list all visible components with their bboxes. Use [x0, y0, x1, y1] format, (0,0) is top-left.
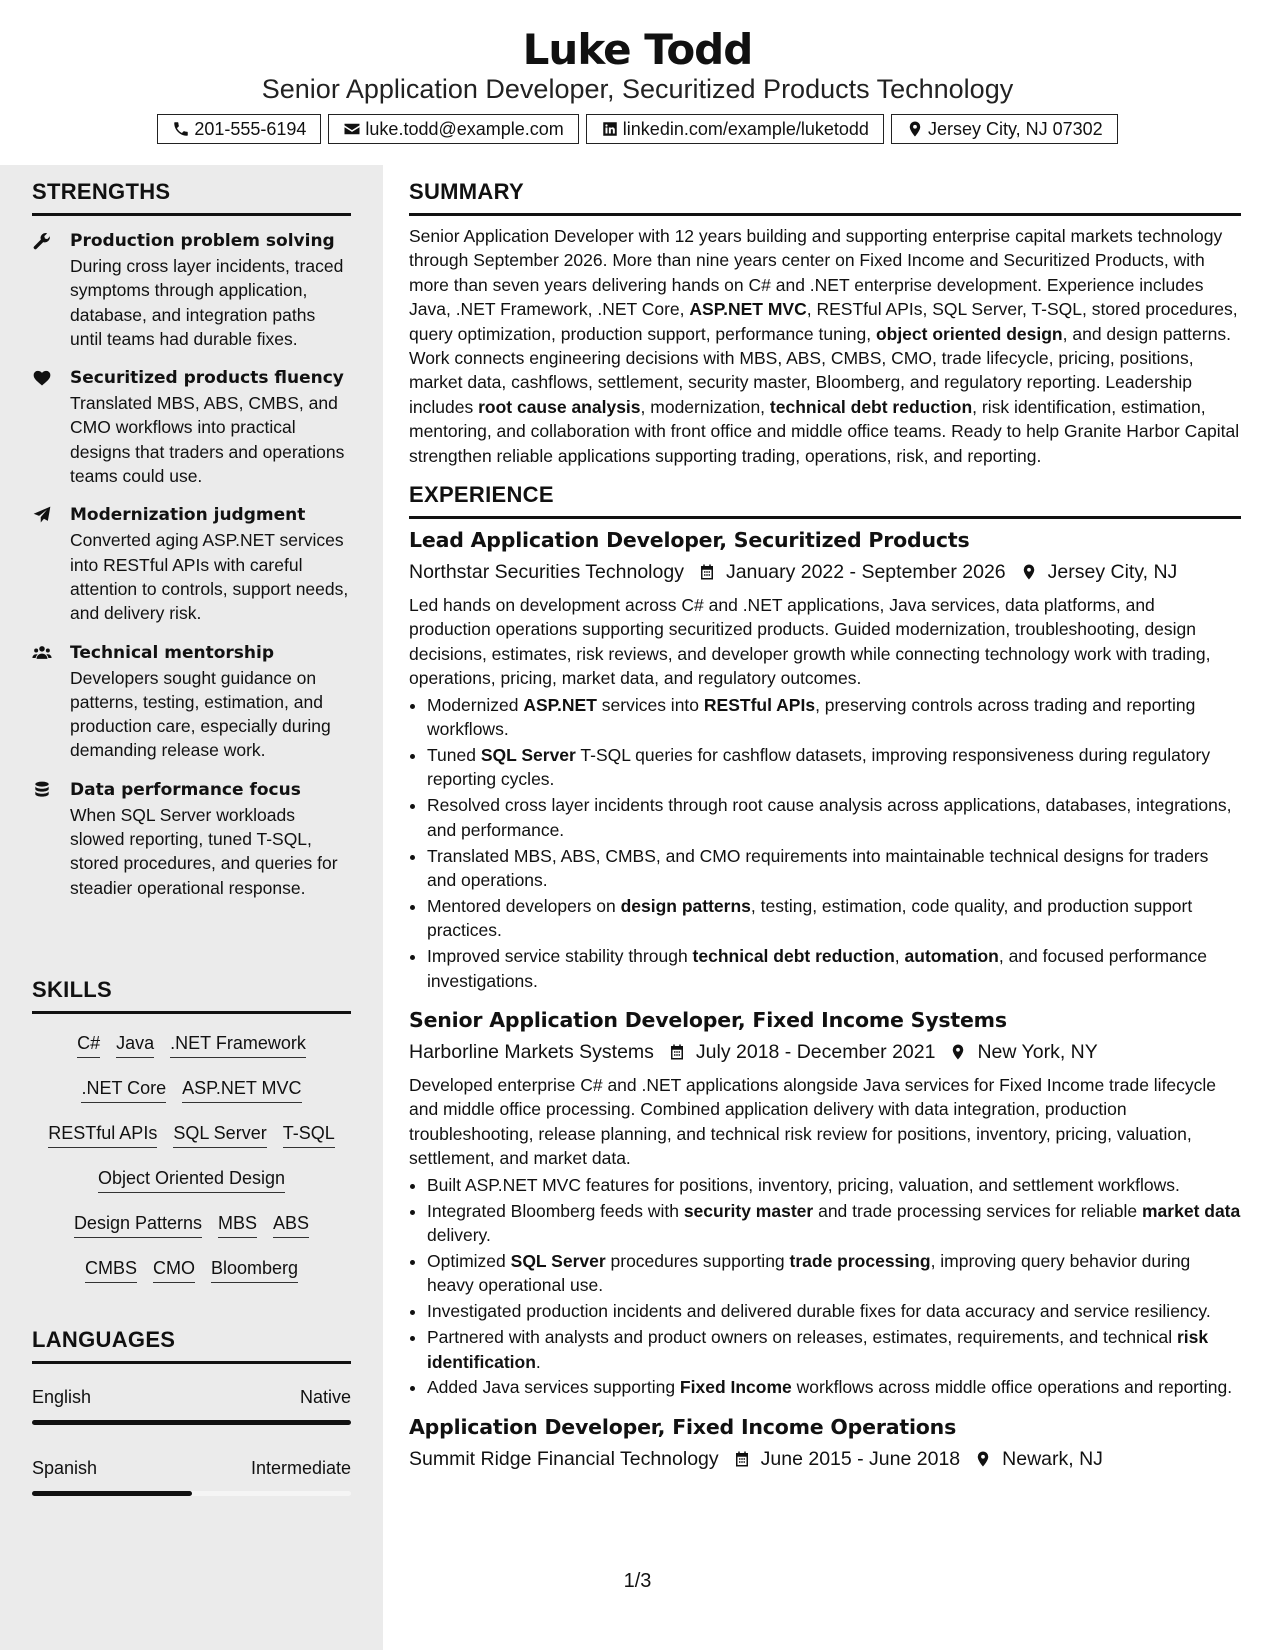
- bold-keyword: ASP.NET MVC: [689, 299, 807, 320]
- text-segment: Partnered with analysts and product owners on releases, estimates, requirements, and technical: [427, 1327, 1177, 1348]
- job-bullet: [427, 1299, 1241, 1323]
- job-bullet: [427, 1173, 1241, 1197]
- language-name: Spanish: [32, 1458, 98, 1478]
- job-location: Jersey City, NJ: [1047, 561, 1178, 584]
- job-bullet: [427, 894, 1241, 943]
- job-location: New York, NY: [977, 1041, 1098, 1064]
- language-bar: [32, 1491, 351, 1496]
- summary-heading: SUMMARY: [409, 177, 1241, 216]
- wrench-icon: [32, 231, 52, 251]
- language-level: Intermediate: [250, 1458, 351, 1478]
- strengths-list: [32, 228, 351, 900]
- job-bullet: [427, 743, 1241, 792]
- skill-tag: SQL Server: [173, 1120, 266, 1148]
- skill-tag: Java: [116, 1030, 154, 1058]
- job-description: Developed enterprise C# and .NET applications alongside Java services for Fixed Income trade lifecycle and middle office processing. Combined application delivery with data integration, production troubleshooting, release planning, and technical risk review for positions, inventory, pricing, valuation, settlement, and market data.: [409, 1075, 1217, 1169]
- experience-section: [409, 480, 1241, 1474]
- bold-keyword: object oriented design: [875, 323, 1063, 344]
- job-title: Senior Application Developer, Fixed Income Systems: [409, 1008, 1007, 1033]
- skills-section: [32, 975, 351, 1300]
- bold-keyword: risk identification: [427, 1327, 1209, 1372]
- text-segment: Mentored developers on: [427, 895, 621, 916]
- strength-desc: Translated MBS, ABS, CMBS, and CMO workflows into practical designs that traders and operations teams could use.: [70, 393, 345, 487]
- text-segment: , testing, estimation, code quality, and production support practices.: [427, 895, 1193, 941]
- job-bullets: [409, 1173, 1241, 1400]
- strength-item: [32, 365, 351, 488]
- text-segment: Integrated Bloomberg feeds with: [427, 1200, 684, 1221]
- skill-tag: C#: [77, 1030, 100, 1058]
- job-dates: January 2022 - September 2026: [725, 561, 1006, 584]
- text-segment: workflows across middle office operations and reporting.: [791, 1377, 1233, 1398]
- strength-item: [32, 640, 351, 763]
- map-pin-icon: [906, 120, 924, 138]
- paper-plane-icon: [32, 505, 52, 525]
- bold-keyword: RESTful APIs: [703, 694, 816, 715]
- language-level: Native: [299, 1387, 351, 1407]
- strengths-section: [32, 177, 351, 914]
- location-text: Jersey City, NJ 07302: [927, 118, 1103, 139]
- bold-keyword: technical debt reduction: [692, 946, 895, 967]
- text-segment: Optimized: [427, 1250, 511, 1271]
- bold-keyword: Fixed Income: [679, 1377, 792, 1398]
- text-segment: Translated MBS, ABS, CMBS, and CMO requirements into maintainable technical designs for traders and operations.: [427, 845, 1209, 891]
- contact-phone[interactable]: [157, 114, 321, 144]
- job-dates: June 2015 - June 2018: [760, 1447, 961, 1470]
- skill-tag: RESTful APIs: [48, 1120, 157, 1148]
- text-segment: , RESTful APIs, SQL Server, T-SQL, stored procedures, query optimization, production support, performance tuning,: [409, 299, 1238, 344]
- text-segment: Investigated production incidents and delivered durable fixes for data accuracy and service resiliency.: [427, 1301, 1211, 1322]
- language-item: [32, 1384, 351, 1425]
- strength-title: Technical mentorship: [70, 642, 275, 663]
- bold-keyword: automation: [904, 946, 999, 967]
- strength-desc: Developers sought guidance on patterns, testing, estimation, and production care, especially during demanding release work.: [70, 667, 331, 761]
- text-segment: procedures supporting: [605, 1250, 790, 1271]
- main-content: [409, 165, 1241, 1474]
- text-segment: and trade processing services for reliable: [813, 1200, 1142, 1221]
- page-number: 1/3: [623, 1570, 652, 1592]
- text-segment: Tuned: [427, 745, 481, 765]
- contact-linkedin[interactable]: [586, 114, 884, 144]
- text-segment: , improving query behavior during heavy operational use.: [427, 1250, 1191, 1296]
- strength-title: Securitized products fluency: [70, 368, 344, 389]
- summary-text: [409, 224, 1241, 468]
- text-segment: services into: [596, 694, 704, 715]
- job-title: Lead Application Developer, Securitized Products: [409, 528, 970, 553]
- bold-keyword: security master: [683, 1200, 814, 1221]
- languages-section: [32, 1325, 351, 1496]
- job-bullet: [427, 844, 1241, 893]
- linkedin-text: linkedin.com/example/luketodd: [622, 118, 869, 139]
- job-bullet: [427, 1249, 1241, 1298]
- text-segment: T-SQL queries for cashflow datasets, improving responsiveness during regulatory reporting cycles.: [427, 745, 1211, 790]
- job-entry: [409, 1005, 1241, 1400]
- job-company: Harborline Markets Systems: [409, 1041, 654, 1064]
- skills-heading: SKILLS: [32, 975, 351, 1014]
- sidebar: [0, 165, 383, 1650]
- language-bar: [32, 1420, 351, 1425]
- job-description: Led hands on development across C# and .NET applications, Java services, data platforms, and production operations supporting securitized products. Guided modernization, troubleshooting, design decisions, estimates, risk reviews, and developer growth while connecting technology work with trading, operations, pricing, market data, and regulatory outcomes.: [409, 595, 1211, 689]
- calendar-icon: [733, 1450, 751, 1468]
- experience-heading: EXPERIENCE: [409, 480, 1241, 519]
- text-segment: , risk identification, estimation, mentoring, and collaboration with front office and middle office teams. Ready to help Granite Harbor Capital strengthen reliable applications supporting trading, operations, risk, and reporting.: [409, 396, 1240, 466]
- text-segment: Resolved cross layer incidents through root cause analysis across applications, databases, integrations, and performance.: [427, 795, 1232, 840]
- bold-keyword: trade processing: [789, 1250, 931, 1271]
- job-bullet: [427, 693, 1241, 742]
- text-segment: ,: [894, 946, 905, 967]
- skill-tag: MBS: [218, 1210, 257, 1238]
- languages-heading: LANGUAGES: [32, 1325, 351, 1364]
- job-list: [409, 525, 1241, 1474]
- job-bullet: [427, 944, 1241, 993]
- job-entry: [409, 1412, 1241, 1474]
- text-segment: Senior Application Developer with 12 years building and supporting enterprise capital markets technology through September 2026. More than nine years center on Fixed Income and Securitized Products, with more than seven years delivering hands on C# and .NET enterprise development. Experience includes Java, .NET Framework, .NET Core,: [409, 226, 1223, 320]
- strength-desc: When SQL Server workloads slowed reporting, tuned T-SQL, stored procedures, and queries for steadier operational response.: [70, 804, 338, 898]
- job-company: Summit Ridge Financial Technology: [409, 1447, 719, 1470]
- email-text: luke.todd@example.com: [365, 118, 564, 139]
- strength-item: [32, 502, 351, 625]
- envelope-icon: [343, 120, 361, 138]
- summary-section: [409, 177, 1241, 468]
- job-bullet: [427, 793, 1241, 842]
- skill-tag: ABS: [273, 1210, 309, 1238]
- linkedin-icon: [601, 120, 619, 138]
- bold-keyword: SQL Server: [480, 745, 576, 765]
- job-bullets: [409, 693, 1241, 993]
- bold-keyword: technical debt reduction: [769, 396, 973, 417]
- text-segment: Built ASP.NET MVC features for positions, inventory, pricing, valuation, and settlement workflows.: [427, 1174, 1180, 1195]
- strengths-heading: STRENGTHS: [32, 177, 351, 216]
- skill-tag: Design Patterns: [74, 1210, 202, 1238]
- skill-tag: .NET Framework: [170, 1030, 306, 1058]
- calendar-icon: [668, 1043, 686, 1061]
- bold-keyword: market data: [1142, 1200, 1241, 1221]
- skills-list: [32, 1030, 351, 1300]
- resume-header: [0, 0, 1275, 165]
- job-meta: [409, 1037, 1241, 1067]
- job-bullet: [427, 1325, 1241, 1374]
- strength-title: Production problem solving: [70, 231, 335, 251]
- language-bar-fill: [32, 1420, 351, 1425]
- language-item: [32, 1455, 351, 1496]
- strength-item: [32, 228, 351, 351]
- job-dates: July 2018 - December 2021: [695, 1041, 936, 1064]
- map-pin-icon: [949, 1043, 967, 1061]
- language-bar-fill: [32, 1491, 192, 1496]
- text-segment: Added Java services supporting: [427, 1377, 680, 1398]
- bold-keyword: ASP.NET: [523, 694, 597, 715]
- users-icon: [32, 643, 52, 663]
- map-pin-icon: [1020, 563, 1038, 581]
- job-company: Northstar Securities Technology: [409, 561, 684, 584]
- text-segment: , preserving controls across trading and reporting workflows.: [427, 694, 1196, 740]
- strength-item: [32, 777, 351, 900]
- job-entry: [409, 525, 1241, 993]
- job-meta: [409, 557, 1241, 587]
- job-title: Application Developer, Fixed Income Operations: [409, 1414, 957, 1439]
- bold-keyword: root cause analysis: [478, 396, 641, 417]
- skill-tag: CMO: [153, 1255, 195, 1283]
- text-segment: , and focused performance investigations.: [427, 946, 1208, 991]
- candidate-title: Senior Application Developer, Securitized Products Technology: [261, 74, 1014, 104]
- strength-desc: During cross layer incidents, traced symptoms through application, database, and integration paths until teams had durable fixes.: [70, 256, 344, 349]
- map-pin-icon: [974, 1450, 992, 1468]
- skill-tag: T-SQL: [283, 1120, 335, 1148]
- bold-keyword: SQL Server: [510, 1250, 606, 1271]
- phone-icon: [172, 120, 190, 138]
- text-segment: , modernization,: [640, 396, 770, 417]
- text-segment: Modernized: [427, 694, 524, 715]
- strength-desc: Converted aging ASP.NET services into RESTful APIs with careful attention to controls, support needs, and delivery risk.: [70, 530, 349, 624]
- strength-title: Modernization judgment: [70, 505, 306, 526]
- skill-tag: ASP.NET MVC: [182, 1075, 301, 1103]
- text-segment: .: [535, 1351, 541, 1372]
- skill-tag: .NET Core: [81, 1075, 166, 1103]
- skill-tag: CMBS: [85, 1255, 137, 1283]
- bold-keyword: design patterns: [620, 895, 751, 916]
- calendar-icon: [698, 563, 716, 581]
- text-segment: Improved service stability through: [427, 946, 693, 967]
- skill-tag: Bloomberg: [211, 1255, 298, 1283]
- job-location: Newark, NJ: [1002, 1447, 1103, 1470]
- candidate-name: Luke Todd: [522, 25, 753, 74]
- database-icon: [32, 780, 52, 800]
- contact-location[interactable]: [891, 114, 1118, 144]
- language-name: English: [32, 1387, 92, 1407]
- job-bullet: [427, 1375, 1241, 1399]
- job-bullet: [427, 1199, 1241, 1248]
- text-segment: delivery.: [427, 1225, 491, 1245]
- contact-bar: [0, 114, 1275, 144]
- job-meta: [409, 1444, 1241, 1474]
- skill-tag: Object Oriented Design: [98, 1165, 285, 1193]
- text-segment: , and design patterns. Work connects engineering decisions with MBS, ABS, CMBS, CMO, trade lifecycle, pricing, positions, market data, cashflows, settlement, security master, Bloomberg, and regulatory reporting. Leadership includes: [409, 323, 1231, 417]
- strength-title: Data performance focus: [70, 779, 301, 800]
- contact-email[interactable]: [328, 114, 578, 144]
- heart-icon: [32, 368, 52, 388]
- phone-text: 201-555-6194: [194, 118, 307, 139]
